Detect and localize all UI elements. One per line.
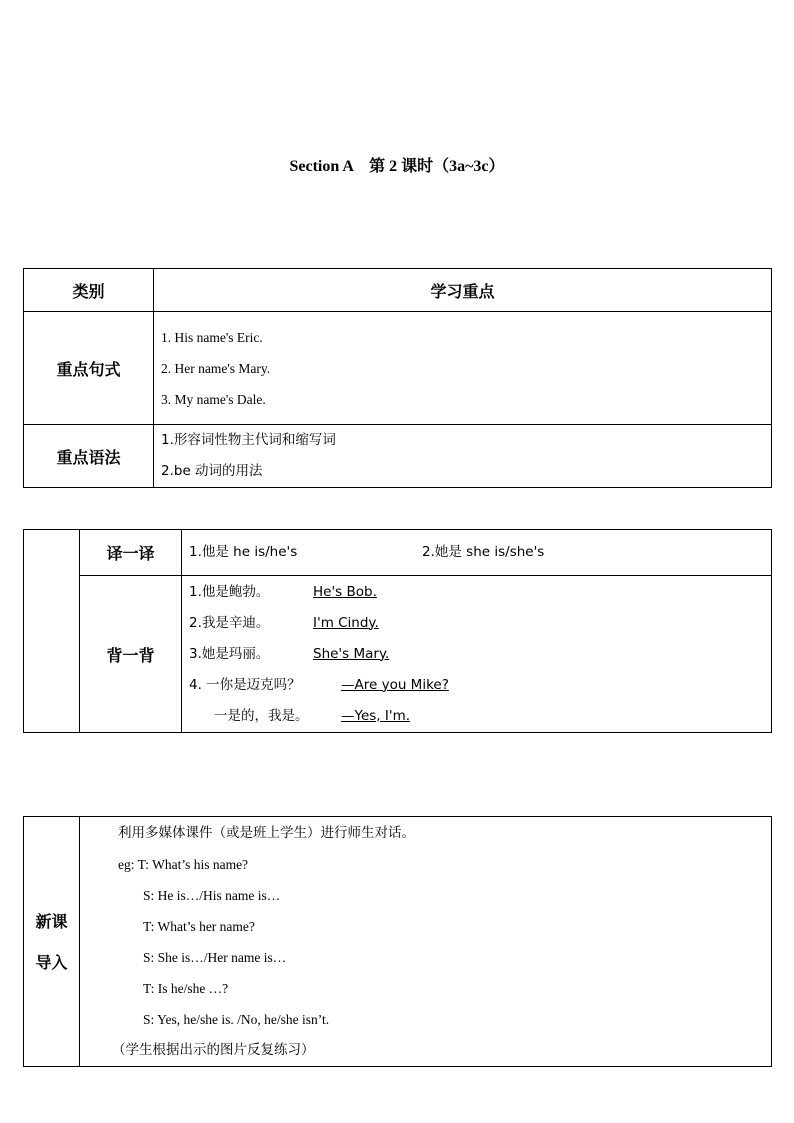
recite-item [182, 670, 771, 701]
recite-prompt: 2.我是辛迪。 [189, 614, 270, 631]
intro-line: eg: T: What’s his name? [118, 857, 249, 872]
intro-label-cell [24, 817, 80, 1067]
intro-line: 利用多媒体课件（或是班上学生）进行师生对话。 [118, 825, 415, 841]
intro-line: T: Is he/she …? [143, 981, 229, 996]
focus-row-sentences [24, 312, 772, 425]
grammar-item: 1.形容词性物主代词和缩写词 [161, 432, 336, 448]
practice-blank-cell [24, 530, 80, 733]
recite-answer: —Yes, I'm. [341, 707, 411, 724]
category-grammar: 重点语法 [24, 425, 154, 488]
header-focus: 学习重点 [154, 269, 772, 312]
translate-cell [182, 530, 772, 576]
grammar-cell [154, 425, 772, 488]
recite-item [182, 577, 771, 608]
recite-answer: He's Bob. [313, 583, 377, 600]
intro-content-cell [80, 817, 772, 1067]
recite-item [182, 639, 771, 670]
header-category: 类别 [24, 269, 154, 312]
sentence-item: 2. Her name's Mary. [161, 360, 271, 376]
sentences-cell [154, 312, 772, 425]
translate-item: 2.她是 she is/she's [422, 544, 545, 560]
recite-prompt: 1.他是鲍勃。 [189, 583, 270, 600]
intro-line: （学生根据出示的图片反复练习） [112, 1042, 315, 1058]
sentence-item: 1. His name's Eric. [161, 329, 263, 345]
intro-label-line: 新课 [35, 911, 68, 931]
translate-row [24, 530, 772, 576]
recite-answer: I'm Cindy. [313, 614, 379, 631]
recite-label: 背一背 [80, 576, 182, 733]
recite-prompt: 3.她是玛丽。 [189, 645, 270, 662]
focus-table [23, 268, 772, 488]
intro-table [23, 816, 772, 1067]
practice-table [23, 529, 772, 733]
grammar-item: 2.be 动词的用法 [161, 463, 263, 479]
focus-row-grammar [24, 425, 772, 488]
recite-answer: —Are you Mike? [341, 676, 449, 693]
focus-header-row [24, 269, 772, 312]
translate-label: 译一译 [80, 530, 182, 576]
intro-line: S: He is…/His name is… [143, 888, 281, 903]
category-sentences: 重点句式 [24, 312, 154, 425]
recite-item [182, 701, 771, 732]
recite-prompt: 4. 一你是迈克吗？ [189, 676, 301, 693]
translate-item: 1.他是 he is/he's [189, 544, 298, 560]
recite-cell [182, 576, 772, 733]
intro-line: T: What’s her name? [143, 919, 255, 934]
intro-line: S: Yes, he/she is. /No, he/she isn’t. [143, 1012, 330, 1027]
sentence-item: 3. My name's Dale. [161, 391, 266, 407]
intro-label-line: 导入 [35, 952, 68, 972]
intro-line: S: She is…/Her name is… [143, 950, 287, 965]
recite-prompt: 一是的，我是。 [214, 707, 309, 724]
intro-row [24, 817, 772, 1067]
page-title: Section A 第 2 课时（3a~3c） [289, 158, 505, 175]
recite-answer: She's Mary. [313, 645, 390, 662]
recite-item [182, 608, 771, 639]
recite-row [24, 576, 772, 733]
